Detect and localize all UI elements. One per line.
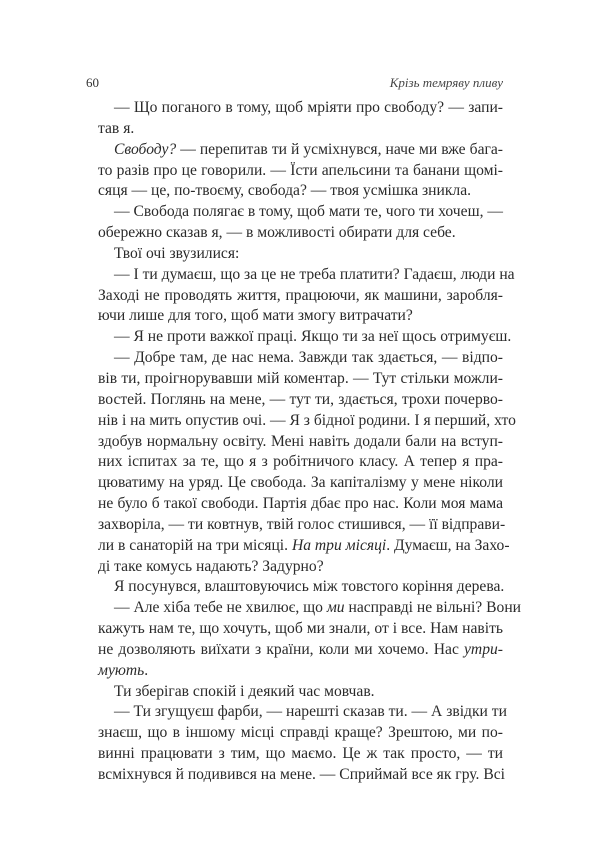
text-line: [98, 369, 503, 390]
italic-text: На три місяці: [291, 536, 387, 554]
text-line: [98, 286, 503, 307]
text-segment: нів і на мить опустив очі. — Я з бідної родини. І я перший, хто: [98, 411, 516, 429]
text-segment: — Але хіба тебе не хвилює, що: [114, 599, 327, 617]
running-title: Крізь темряву пливу: [389, 75, 503, 90]
text-segment: ді таке комусь надають? Задурно?: [98, 557, 324, 575]
text-segment: ючи лише для того, щоб мати змогу витрачати?: [98, 307, 413, 325]
text-segment: — Свобода полягає в тому, щоб мати те, чого ти хочеш, —: [114, 203, 503, 221]
text-segment: вів ти, проігнорувавши мій коментар. — Тут стільки можли-: [98, 369, 503, 387]
text-segment: обережно сказав я, — в можливості обирати для себе.: [98, 224, 456, 242]
text-line: [98, 140, 503, 161]
text-line: [98, 181, 503, 202]
text-line: [98, 702, 507, 723]
text-segment: .: [144, 661, 149, 679]
text-segment: них іспитах за те, що я з робітничого класу. А тепер я пра-: [98, 453, 503, 471]
text-segment: Я посунувся, влаштовуючись між товстого коріння дерева.: [114, 578, 505, 596]
text-line: [98, 98, 503, 119]
body-text: [98, 98, 522, 786]
text-segment: . Думаєш, на Захо-: [386, 536, 510, 554]
text-line: [98, 744, 503, 765]
text-line: [98, 119, 503, 140]
text-segment: Ти зберігав спокій і деякий час мовчав.: [114, 682, 375, 700]
text-segment: — Я не проти важкої праці. Якщо ти за неї щось отримуєш.: [114, 328, 512, 346]
text-line: [98, 473, 503, 494]
text-line: [98, 577, 503, 598]
text-segment: — І ти думаєш, що за це не треба платити? Гадаєш, люди на: [114, 265, 515, 283]
text-segment: знаєш, що в іншому місці справді краще? Зрештою, ми по-: [98, 724, 503, 742]
text-line: [98, 557, 503, 578]
text-line: [98, 161, 503, 182]
italic-text: ми: [326, 599, 345, 617]
text-line: [98, 223, 503, 244]
text-segment: тав я.: [98, 119, 135, 137]
text-line: [98, 452, 503, 473]
text-line: [98, 202, 503, 223]
text-line: [98, 390, 503, 411]
text-line: [98, 411, 516, 432]
text-line: [98, 244, 503, 265]
text-segment: Твої очі звузилися:: [114, 244, 240, 262]
italic-text: Свободу?: [114, 140, 177, 158]
text-segment: востей. Поглянь на мене, — тут ти, здається, трохи почерво-: [98, 390, 503, 408]
text-segment: Заході не проводять життя, працюючи, як машини, заробля-: [98, 286, 503, 304]
text-segment: — Ти згущуєш фарби, — нарешті сказав ти. — А звідки ти: [114, 703, 507, 721]
text-segment: — Що поганого в тому, щоб мріяти про свободу? — запи-: [114, 99, 503, 116]
text-segment: то разів про це говорили. — Їсти апельсини та банани щомі-: [98, 161, 503, 179]
text-segment: винні працювати з тим, що маємо. Це ж так просто, — ти: [98, 745, 503, 763]
text-segment: кажуть нам те, що хочуть, щоб ми знали, от і все. Нам навіть: [98, 620, 503, 638]
text-segment: — перепитав ти й усміхнувся, наче ми вже бага-: [176, 140, 503, 158]
text-segment: не дозволяють виїхати з країни, коли ми хочемо. Нас: [98, 640, 465, 658]
text-line: [98, 536, 510, 557]
text-line: [98, 265, 515, 286]
text-segment: — Добре там, де нас нема. Завжди так здається, — відпо-: [114, 349, 503, 367]
text-line: [98, 432, 503, 453]
text-segment: не було б такої свободи. Партія дбає про нас. Коли моя мама: [98, 495, 503, 513]
italic-text: мують: [98, 661, 145, 679]
page-number: 60: [86, 75, 99, 90]
text-segment: цюватиму на уряд. Це свобода. За капіталізму у мене ніколи: [98, 474, 503, 492]
text-line: [98, 682, 503, 703]
text-line: [98, 765, 503, 786]
text-line: [98, 515, 506, 536]
text-segment: здобув нормальну освіту. Мені навіть додали бали на вступ-: [98, 432, 503, 450]
text-segment: насправді не вільні? Вони: [344, 599, 522, 617]
text-line: [98, 348, 503, 369]
text-line: [98, 723, 503, 744]
italic-text: утри-: [464, 640, 503, 658]
text-segment: сяця — це, по-твоєму, свобода? — твоя усмішка зникла.: [98, 182, 472, 200]
text-line: [98, 640, 503, 661]
text-segment: захворіла, — ти ковтнув, твій голос стишився, — її відправи-: [98, 515, 506, 533]
text-segment: ли в санаторій на три місяці.: [98, 536, 292, 554]
text-line: [98, 619, 503, 640]
text-line: [98, 661, 503, 682]
text-line: [98, 306, 503, 327]
text-line: [98, 494, 503, 515]
text-segment: всміхнувся й подивився на мене. — Сприймай все як гру. Всі: [98, 766, 505, 783]
text-line: [98, 327, 512, 348]
text-line: [98, 598, 522, 619]
